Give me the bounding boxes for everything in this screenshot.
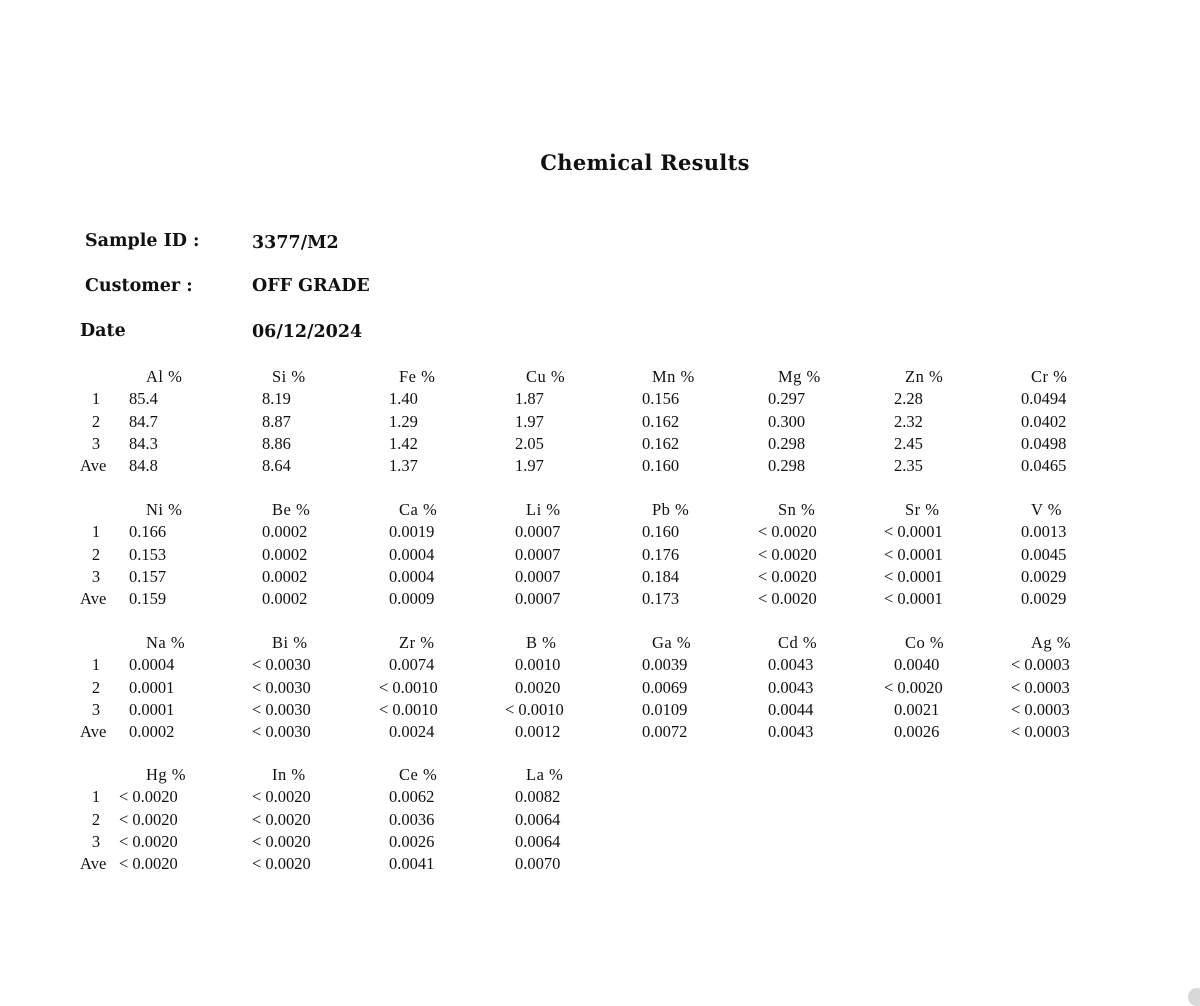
table-cell: < 0.0003 xyxy=(1011,655,1070,675)
column-header: Ca % xyxy=(399,500,438,519)
column-header: Fe % xyxy=(399,367,436,386)
table-cell: 0.0082 xyxy=(515,787,561,807)
table-cell: 0.0109 xyxy=(642,699,688,719)
table-cell: 2.35 xyxy=(894,456,923,476)
table-cell: < 0.0020 xyxy=(252,854,311,874)
table-cell: 0.0045 xyxy=(1021,544,1067,564)
row-label: 1 xyxy=(91,787,101,807)
table-cell: 85.4 xyxy=(129,389,158,409)
results-block xyxy=(0,369,1200,479)
results-block xyxy=(0,635,1200,745)
table-cell: 8.86 xyxy=(262,433,291,453)
sample-id-value: 3377/M2 xyxy=(252,233,339,253)
row-label: 1 xyxy=(91,522,101,542)
table-cell: 0.0044 xyxy=(768,699,814,719)
column-header: Co % xyxy=(905,633,945,652)
column-header: Zr % xyxy=(399,633,435,652)
table-cell: 0.173 xyxy=(642,589,680,609)
column-header: Bi % xyxy=(272,633,308,652)
column-header: Cr % xyxy=(1031,367,1068,386)
table-cell: 0.0007 xyxy=(515,522,561,542)
table-cell: 0.297 xyxy=(768,389,806,409)
column-header: Hg % xyxy=(146,765,187,784)
results-block xyxy=(0,502,1200,612)
column-header: V % xyxy=(1031,500,1062,519)
table-cell: 0.0074 xyxy=(389,655,435,675)
table-cell: 84.7 xyxy=(129,411,158,431)
table-cell: 0.156 xyxy=(642,389,680,409)
column-header: Na % xyxy=(146,633,186,652)
table-cell: 1.29 xyxy=(389,411,418,431)
table-cell: 0.0002 xyxy=(262,566,308,586)
table-cell: 0.0026 xyxy=(894,722,940,742)
table-cell: 0.0043 xyxy=(768,655,814,675)
table-cell: 0.160 xyxy=(642,456,680,476)
table-cell: 0.0002 xyxy=(129,722,175,742)
table-cell: 0.0039 xyxy=(642,655,688,675)
sample-id-label: Sample ID : xyxy=(85,231,200,251)
table-cell: < 0.0020 xyxy=(252,809,311,829)
row-label: 1 xyxy=(91,655,101,675)
table-cell: 0.0002 xyxy=(262,522,308,542)
column-header: Sr % xyxy=(905,500,940,519)
table-cell: 0.0004 xyxy=(389,544,435,564)
row-label: Ave xyxy=(80,854,107,874)
corner-dot xyxy=(1188,988,1200,1006)
table-cell: 1.37 xyxy=(389,456,418,476)
table-cell: 0.159 xyxy=(129,589,167,609)
table-cell: 0.0020 xyxy=(515,677,561,697)
row-label: 2 xyxy=(91,677,101,697)
table-cell: 0.0009 xyxy=(389,589,435,609)
table-cell: 0.0021 xyxy=(894,699,940,719)
column-header: Sn % xyxy=(778,500,816,519)
table-cell: 0.300 xyxy=(768,411,806,431)
table-cell: 0.0465 xyxy=(1021,456,1067,476)
row-label: Ave xyxy=(80,722,107,742)
row-label: Ave xyxy=(80,589,107,609)
table-cell: < 0.0010 xyxy=(505,699,564,719)
table-cell: < 0.0020 xyxy=(119,809,178,829)
table-cell: < 0.0003 xyxy=(1011,677,1070,697)
row-label: Ave xyxy=(80,456,107,476)
table-cell: 0.298 xyxy=(768,433,806,453)
table-cell: < 0.0020 xyxy=(758,566,817,586)
table-cell: 0.0043 xyxy=(768,677,814,697)
column-header: La % xyxy=(526,765,564,784)
table-cell: 0.0012 xyxy=(515,722,561,742)
row-label: 2 xyxy=(91,809,101,829)
table-cell: 0.0069 xyxy=(642,677,688,697)
table-cell: 1.97 xyxy=(515,411,544,431)
table-cell: 0.0064 xyxy=(515,831,561,851)
table-cell: < 0.0020 xyxy=(119,831,178,851)
table-cell: 0.0024 xyxy=(389,722,435,742)
table-cell: 0.157 xyxy=(129,566,167,586)
table-cell: < 0.0010 xyxy=(379,699,438,719)
table-cell: 0.0402 xyxy=(1021,411,1067,431)
table-cell: 0.0070 xyxy=(515,854,561,874)
column-header: Ni % xyxy=(146,500,183,519)
table-cell: 1.40 xyxy=(389,389,418,409)
table-cell: 0.0026 xyxy=(389,831,435,851)
table-cell: 0.298 xyxy=(768,456,806,476)
table-cell: 0.0013 xyxy=(1021,522,1067,542)
column-header: Li % xyxy=(526,500,561,519)
row-label: 2 xyxy=(91,544,101,564)
row-label: 3 xyxy=(91,433,101,453)
date-label: Date xyxy=(80,321,126,341)
table-cell: 0.0001 xyxy=(129,677,175,697)
table-cell: 0.0004 xyxy=(389,566,435,586)
table-cell: 2.05 xyxy=(515,433,544,453)
column-header: Pb % xyxy=(652,500,690,519)
table-cell: 8.87 xyxy=(262,411,291,431)
table-cell: < 0.0020 xyxy=(758,544,817,564)
column-header: Be % xyxy=(272,500,311,519)
table-cell: 0.0002 xyxy=(262,589,308,609)
table-cell: 0.162 xyxy=(642,433,680,453)
customer-value: OFF GRADE xyxy=(252,276,370,296)
table-cell: 2.28 xyxy=(894,389,923,409)
table-cell: 0.0001 xyxy=(129,699,175,719)
row-label: 3 xyxy=(91,831,101,851)
row-label: 2 xyxy=(91,411,101,431)
results-block xyxy=(0,767,1200,877)
table-cell: 0.162 xyxy=(642,411,680,431)
table-cell: 1.42 xyxy=(389,433,418,453)
table-cell: < 0.0003 xyxy=(1011,699,1070,719)
table-cell: 0.0072 xyxy=(642,722,688,742)
row-label: 3 xyxy=(91,566,101,586)
table-cell: < 0.0020 xyxy=(758,589,817,609)
table-cell: 0.153 xyxy=(129,544,167,564)
table-cell: 0.0494 xyxy=(1021,389,1067,409)
table-cell: < 0.0020 xyxy=(252,787,311,807)
table-cell: 0.0004 xyxy=(129,655,175,675)
table-cell: < 0.0020 xyxy=(252,831,311,851)
table-cell: 0.0043 xyxy=(768,722,814,742)
table-cell: < 0.0020 xyxy=(119,854,178,874)
customer-label: Customer : xyxy=(85,276,193,296)
table-cell: 2.32 xyxy=(894,411,923,431)
table-cell: 0.0036 xyxy=(389,809,435,829)
table-cell: 0.184 xyxy=(642,566,680,586)
column-header: Mg % xyxy=(778,367,821,386)
table-cell: 2.45 xyxy=(894,433,923,453)
table-cell: 0.0064 xyxy=(515,809,561,829)
table-cell: < 0.0001 xyxy=(884,589,943,609)
table-cell: < 0.0020 xyxy=(884,677,943,697)
table-cell: < 0.0030 xyxy=(252,655,311,675)
column-header: Zn % xyxy=(905,367,944,386)
table-cell: < 0.0020 xyxy=(119,787,178,807)
column-header: Mn % xyxy=(652,367,695,386)
table-cell: 0.0029 xyxy=(1021,589,1067,609)
table-cell: 84.8 xyxy=(129,456,158,476)
row-label: 1 xyxy=(91,389,101,409)
column-header: B % xyxy=(526,633,557,652)
page-title: Chemical Results xyxy=(540,150,750,175)
table-cell: < 0.0010 xyxy=(379,677,438,697)
column-header: Ga % xyxy=(652,633,692,652)
table-cell: 0.160 xyxy=(642,522,680,542)
table-cell: 8.64 xyxy=(262,456,291,476)
table-cell: 0.0010 xyxy=(515,655,561,675)
column-header: Ce % xyxy=(399,765,438,784)
table-cell: 0.0498 xyxy=(1021,433,1067,453)
table-cell: < 0.0001 xyxy=(884,544,943,564)
table-cell: < 0.0020 xyxy=(758,522,817,542)
table-cell: 0.0041 xyxy=(389,854,435,874)
column-header: Ag % xyxy=(1031,633,1072,652)
table-cell: 0.0062 xyxy=(389,787,435,807)
table-cell: 0.0029 xyxy=(1021,566,1067,586)
table-cell: < 0.0001 xyxy=(884,522,943,542)
table-cell: 0.0007 xyxy=(515,544,561,564)
date-value: 06/12/2024 xyxy=(252,322,363,342)
table-cell: 0.0040 xyxy=(894,655,940,675)
table-cell: 0.0007 xyxy=(515,566,561,586)
table-cell: 1.97 xyxy=(515,456,544,476)
column-header: Si % xyxy=(272,367,306,386)
table-cell: < 0.0030 xyxy=(252,699,311,719)
table-cell: 0.0007 xyxy=(515,589,561,609)
table-cell: 0.166 xyxy=(129,522,167,542)
column-header: Cu % xyxy=(526,367,566,386)
table-cell: 1.87 xyxy=(515,389,544,409)
row-label: 3 xyxy=(91,699,101,719)
table-cell: < 0.0003 xyxy=(1011,722,1070,742)
table-cell: 0.0019 xyxy=(389,522,435,542)
column-header: Al % xyxy=(146,367,183,386)
table-cell: 84.3 xyxy=(129,433,158,453)
table-cell: 0.0002 xyxy=(262,544,308,564)
table-cell: < 0.0030 xyxy=(252,722,311,742)
table-cell: 8.19 xyxy=(262,389,291,409)
table-cell: 0.176 xyxy=(642,544,680,564)
table-cell: < 0.0001 xyxy=(884,566,943,586)
column-header: In % xyxy=(272,765,306,784)
column-header: Cd % xyxy=(778,633,818,652)
table-cell: < 0.0030 xyxy=(252,677,311,697)
